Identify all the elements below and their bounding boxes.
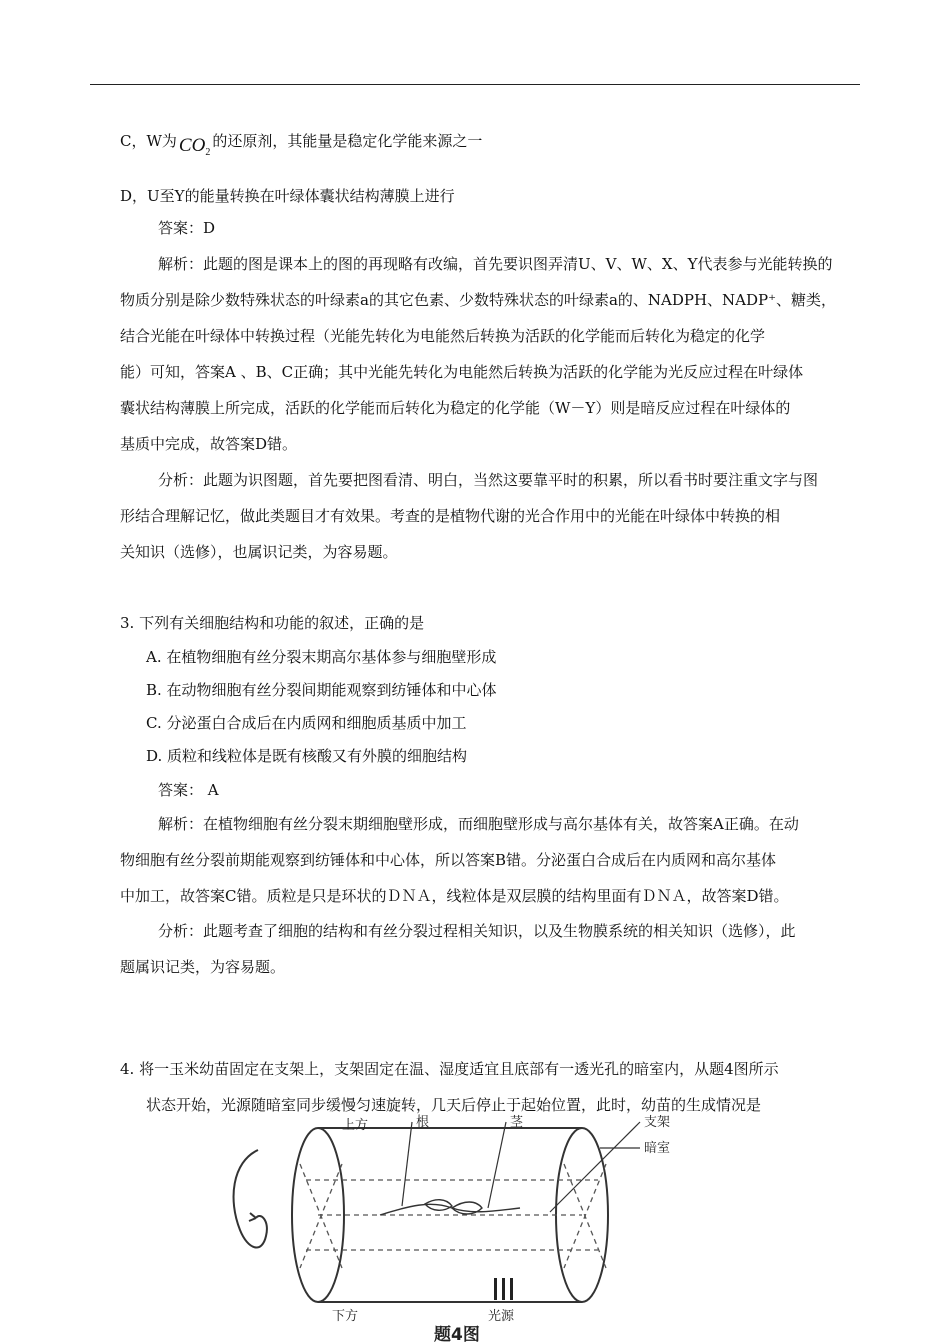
q3-stem: 3. 下列有关细胞结构和功能的叙述，正确的是 [120,614,425,632]
seedling [380,1200,520,1215]
q2-answer: 答案：D [158,219,216,237]
support-pointer [550,1122,640,1212]
label-top: 上方 [342,1118,369,1133]
q2-explain-line: 能）可知，答案A 、B、C正确；其中光能先转化为电能然后转换为活跃的化学能为光反应过程在叶绿体 [120,363,804,381]
label-bottom: 下方 [332,1309,359,1324]
q3-option: D. 质粒和线粒体是既有核酸又有外膜的细胞结构 [146,747,468,765]
q3-explain-line: 物细胞有丝分裂前期能观察到纺锤体和中心体，所以答案B错。分泌蛋白合成后在内质网和高尔基体 [120,851,777,869]
q3-explain-line: 解析：在植物细胞有丝分裂末期细胞壁形成，而细胞壁形成与高尔基体有关，故答案A正确。在动 [158,815,799,833]
q2-analysis-line: 分析：此题为识图题，首先要把图看清、明白，当然这要靠平时的积累，所以看书时要注重文字与图 [158,471,819,489]
q4-figure [220,1108,740,1344]
q3-option: B. 在动物细胞有丝分裂间期能观察到纺锤体和中心体 [146,681,497,699]
q2-analysis-line: 形结合理解记忆，做此类题目才有效果。考查的是植物代谢的光合作用中的光能在叶绿体中转换的相 [120,507,781,525]
q2-analysis-line: 关知识（选修），也属识记类，为容易题。 [120,543,398,561]
root-pointer [402,1122,412,1206]
label-light: 光源 [488,1309,515,1324]
q3-analysis-line: 分析：此题考查了细胞的结构和有丝分裂过程相关知识，以及生物膜系统的相关知识（选修），此 [158,922,796,940]
q2-explain-line: 解析：此题的图是课本上的图的再现略有改编，首先要识图弄清U、V、W、X、Y代表参与光能转换的 [158,255,833,273]
q4-stem-line: 4. 将一玉米幼苗固定在支架上，支架固定在温、湿度适宜且底部有一透光孔的暗室内，从题4图所示 [120,1060,779,1078]
q3-answer: 答案： A [158,781,219,799]
q2-option-d: D，U至Y的能量转换在叶绿体囊状结构薄膜上进行 [120,187,455,205]
q2-explain-line: 囊状结构薄膜上所完成，活跃的化学能而后转化为稳定的化学能（W－Y）则是暗反应过程在叶绿体的 [120,399,791,417]
label-darkroom: 暗室 [644,1141,671,1156]
q3-explain-line: 中加工，故答案C错。质粒是只是环状的ＤＮＡ，线粒体是双层膜的结构里面有ＤＮＡ，故答案D错。 [120,887,789,905]
label-stem: 茎 [510,1115,524,1130]
q2-explain-line: 基质中完成，故答案D错。 [120,435,298,453]
light-source [494,1278,513,1300]
stem-pointer [488,1122,506,1208]
figure-caption: 题4图 [434,1325,480,1344]
co2-formula: $CO_2$ [178,135,211,158]
q3-analysis-line: 题属识记类，为容易题。 [120,958,286,976]
q2-explain-line: 结合光能在叶绿体中转换过程（光能先转化为电能然后转换为活跃的化学能而后转化为稳定的化学 [120,327,766,345]
q2-explain-line: 物质分别是除少数特殊状态的叶绿素a的其它色素、少数特殊状态的叶绿素a的、NADPH、NADP⁺、糖类， [120,291,837,309]
q3-option: C. 分泌蛋白合成后在内质网和细胞质基质中加工 [146,714,467,732]
q3-option: A. 在植物细胞有丝分裂末期高尔基体参与细胞壁形成 [146,648,497,666]
label-support: 支架 [644,1115,671,1130]
q4-stem-line: 状态开始，光源随暗室同步缓慢匀速旋转，几天后停止于起始位置，此时，幼苗的生成情况是 [146,1096,762,1114]
label-root: 根 [416,1115,430,1130]
rotation-arrow-head [249,1213,256,1221]
header-rule [90,84,860,85]
q2-option-c: C，W为 $CO_2$的还原剂，其能量是稳定化学能来源之一 [120,132,483,158]
rotation-arrow [234,1150,267,1247]
